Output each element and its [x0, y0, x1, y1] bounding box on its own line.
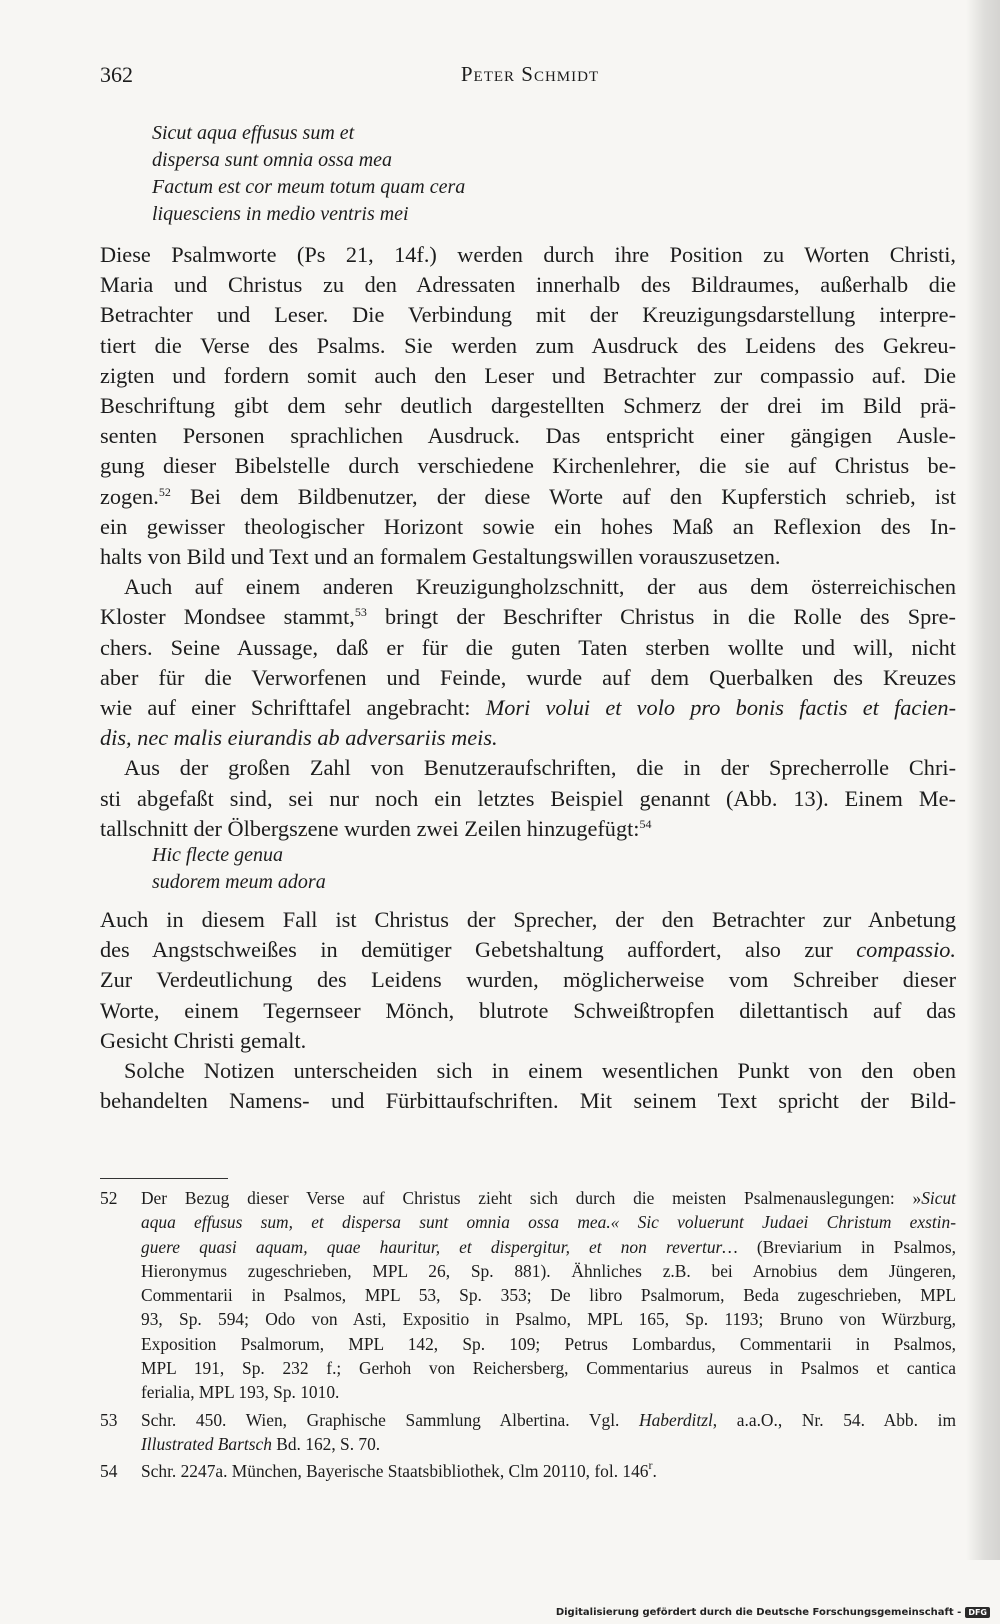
footnote-line: Hieronymus zugeschrieben, MPL 26, Sp. 881). Ähnliches z.B. bei Arnobius dem Jüngeren,: [141, 1260, 956, 1281]
text-fragment: bringt der Beschrifter Christus in die Rolle des Spre-: [366, 604, 956, 630]
footnote-line: MPL 191, Sp. 232 f.; Gerhoh von Reichersberg, Commentarius aureus in Psalmos et cantica: [141, 1358, 956, 1379]
text-line: sti abgefaßt sind, sei nur noch ein letztes Beispiel genannt (Abb. 13). Einem Me-: [100, 785, 956, 811]
footnote-line: [141, 1210, 956, 1234]
text-fragment: aqua effusus sum, et dispersa sunt omnia ossa mea.« Sic voluerunt Judaei Christum exstin-: [141, 1212, 956, 1233]
text-fragment: Kloster Mondsee stammt,: [100, 604, 355, 630]
text-line: ein gewisser theologischer Horizont sowie ein hohes Maß an Reflexion des In-: [100, 513, 956, 539]
footnote-number: 52: [100, 1188, 118, 1208]
text-fragment: Der Bezug dieser Verse auf Christus zieht sich durch die meisten Psalmenauslegungen: »: [141, 1188, 922, 1208]
verse-line: Sicut aqua effusus sum et: [152, 122, 355, 144]
text-fragment: Sicut: [921, 1188, 956, 1208]
text-line: zigten und fordern somit auch den Leser und Betrachter zur compassio auf. Die: [100, 362, 956, 388]
verse-quote-psalm: [152, 120, 465, 228]
text-fragment: tallschnitt der Ölbergszene wurden zwei Zeilen hinzugefügt:: [100, 815, 640, 841]
text-line: Worte, einem Tegernseer Mönch, blutrote Schweißtropfen dilettantisch auf das: [100, 997, 956, 1023]
footnote-number: 53: [100, 1409, 118, 1430]
footnote-separator: [100, 1178, 228, 1179]
text-fragment: Bei dem Bildbenutzer, der diese Worte auf den Kupferstich schrieb, ist: [170, 483, 956, 509]
text-fragment: des Angstschweißes in demütiger Gebetshaltung auffordert, also zur: [100, 937, 857, 963]
running-head: Peter Schmidt: [460, 62, 600, 86]
text-line: [100, 935, 956, 965]
latin-inscription: dis, nec malis eiurandis ab adversariis meis.: [100, 725, 498, 751]
footnote-53: [100, 1408, 956, 1457]
superscript: r: [648, 1458, 653, 1473]
body-text: [100, 240, 956, 844]
footnote-line: [141, 1186, 956, 1210]
footnote-ref-53[interactable]: 53: [354, 605, 367, 620]
dfg-logo: DFG: [965, 1607, 990, 1618]
text-line: Beschriftung gibt dem sehr deutlich dargestellten Schmerz der drei im Bild prä-: [100, 393, 956, 419]
footnote-text: [141, 1459, 956, 1483]
paragraph-3: [100, 753, 956, 844]
text-line: Auch in diesem Fall ist Christus der Sprecher, der den Betrachter zur Anbetung: [100, 907, 956, 932]
text-fragment: Illustrated Bartsch: [141, 1433, 272, 1454]
text-line: Zur Verdeutlichung des Leidens wurden, möglicherweise vom Schreiber dieser: [100, 967, 956, 993]
text-fragment: Schr. 2247a. München, Bayerische Staatsbibliothek, Clm 20110, fol. 146: [141, 1461, 649, 1482]
page-gutter-shadow: [966, 0, 1000, 1560]
verse-line: Factum est cor meum totum quam cera: [152, 176, 466, 198]
text-line: tiert die Verse des Psalms. Sie werden zum Ausdruck des Leidens des Gekreu-: [100, 332, 956, 358]
paragraph-5: [100, 1056, 956, 1116]
footnote-text: [141, 1186, 956, 1405]
text-line: gung dieser Bibelstelle durch verschiedene Kirchenlehrer, die sie auf Christus be-: [100, 453, 956, 479]
text-line: Maria und Christus zu den Adressaten innerhalb des Bildraumes, außerhalb die: [100, 272, 956, 298]
verse-line: sudorem meum adora: [152, 871, 326, 893]
footnote-text: [141, 1408, 956, 1457]
text-line: [100, 723, 956, 753]
footnote-line: 93, Sp. 594; Odo von Asti, Expositio in Psalmo, MPL 165, Sp. 1193; Bruno von Würzburg,: [141, 1309, 956, 1330]
text-line: Aus der großen Zahl von Benutzeraufschriften, die in der Sprecherrolle Chri-: [124, 755, 956, 781]
text-fragment: Schr. 450. Wien, Graphische Sammlung Albertina. Vgl.: [141, 1409, 640, 1430]
verse-line: dispersa sunt omnia ossa mea: [152, 149, 393, 171]
verse-line: liquesciens in medio ventris mei: [152, 203, 409, 225]
text-fragment: wie auf einer Schrifttafel angebracht:: [100, 695, 486, 721]
text-line: Auch auf einem anderen Kreuzigungholzschnitt, der aus dem österreichischen: [124, 574, 956, 600]
credit-text: Digitalisierung gefördert durch die Deutsche Forschungsgemeinschaft -: [555, 1607, 962, 1618]
footnote-line: [141, 1432, 956, 1456]
text-fragment: Bd. 162, S. 70.: [271, 1433, 381, 1454]
page-number: 362: [100, 62, 133, 87]
footnote-line: ferialia, MPL 193, Sp. 1010.: [141, 1382, 340, 1403]
footnote-52: [100, 1186, 956, 1405]
text-fragment: Haberditzl: [639, 1409, 713, 1430]
text-line: Solche Notizen unterscheiden sich in einem wesentlichen Punkt von den oben: [124, 1058, 956, 1084]
text-fragment: zogen.: [100, 483, 159, 509]
footnote-line: Exposition Psalmorum, MPL 142, Sp. 109; Petrus Lombardus, Commentarii in Psalmos,: [141, 1333, 956, 1354]
footnote-number: 54: [100, 1461, 118, 1482]
text-fragment: guere quasi aquam, quae hauritur, et dispergitur, et non revertur…: [141, 1236, 738, 1257]
text-line: [100, 602, 956, 632]
footnotes: [100, 1186, 956, 1487]
text-line: behandelten Namens- und Fürbittaufschriften. Mit seinem Text spricht der Bild-: [100, 1088, 956, 1114]
text-fragment: .: [652, 1461, 657, 1482]
footnote-line: [141, 1235, 956, 1259]
text-fragment: , a.a.O., Nr. 54. Abb. im: [712, 1409, 956, 1430]
footnote-ref-52[interactable]: 52: [158, 484, 171, 499]
text-line: aber für die Verworfenen und Feinde, wurde auf dem Querbalken des Kreuzes: [100, 664, 956, 690]
verse-quote-inscription: [152, 842, 326, 896]
text-line: senten Personen sprachlichen Ausdruck. Das entspricht einer gängigen Ausle-: [100, 423, 956, 449]
text-line: Betrachter und Leser. Die Verbindung mit der Kreuzigungsdarstellung interpre-: [100, 302, 956, 328]
paragraph-2: [100, 572, 956, 753]
body-text-continued: [100, 905, 956, 1116]
text-line: Gesicht Christi gemalt.: [100, 1027, 307, 1053]
text-line: [100, 693, 956, 723]
verse-line: Hic flecte genua: [152, 844, 284, 866]
footnote-line: Commentarii in Psalmos, MPL 53, Sp. 353; De libro Psalmorum, Beda zugeschrieben, MPL: [141, 1285, 956, 1306]
text-line: [100, 814, 956, 844]
text-fragment: (Breviarium in Psalmos,: [737, 1236, 956, 1257]
text-line: halts von Bild und Text und an formalem Gestaltungswillen vorauszusetzen.: [100, 544, 781, 570]
footnote-ref-54[interactable]: 54: [639, 816, 652, 831]
latin-inscription: Mori volui et volo pro bonis factis et facien-: [485, 695, 956, 721]
page-header: [100, 62, 960, 92]
footnote-54: [100, 1459, 956, 1483]
text-line: Diese Psalmworte (Ps 21, 14f.) werden durch ihre Position zu Worten Christi,: [100, 242, 956, 267]
digitization-credit: [556, 1607, 990, 1618]
text-line: chers. Seine Aussage, daß er für die guten Taten sterben wollte und will, nicht: [100, 634, 956, 660]
paragraph-1: [100, 240, 956, 572]
text-fragment: compassio.: [856, 937, 956, 963]
footnote-line: [141, 1408, 956, 1432]
text-line: [100, 482, 956, 512]
paragraph-4: [100, 905, 956, 1056]
